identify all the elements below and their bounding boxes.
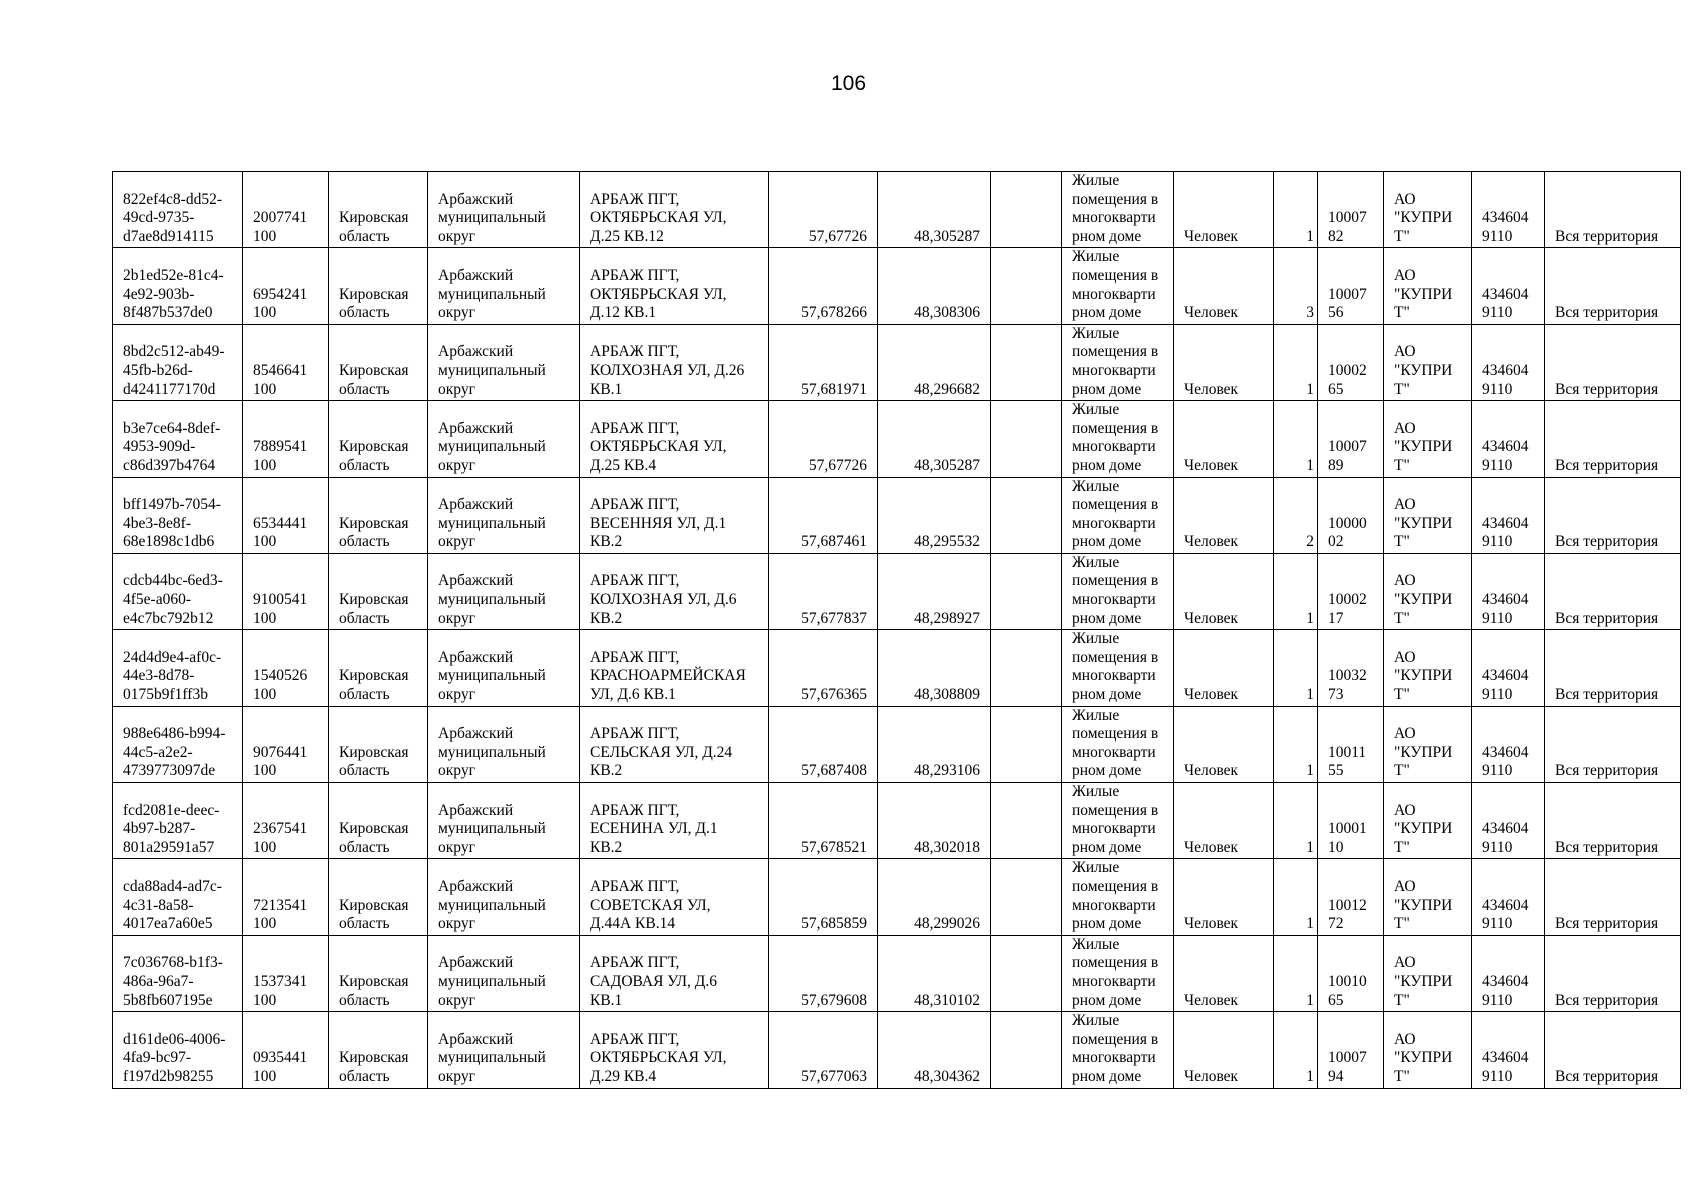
cell-id: fcd2081e-deec- 4b97-b287- 801a29591a57	[113, 783, 243, 859]
cell-district: Арбажский муниципальный округ	[428, 172, 580, 248]
cell-longitude: 48,302018	[878, 783, 991, 859]
cell-code: 7213541 100	[243, 859, 329, 935]
cell-inn: 434604 9110	[1472, 553, 1545, 629]
cell-unit: Человек	[1174, 324, 1274, 400]
cell-inn: 434604 9110	[1472, 706, 1545, 782]
cell-territory: Вся территория	[1545, 630, 1681, 706]
cell-latitude: 57,67726	[769, 172, 878, 248]
cell-number: 10012 72	[1318, 859, 1384, 935]
cell-quantity: 1	[1274, 401, 1318, 477]
cell-empty	[991, 1012, 1062, 1088]
table-row	[113, 1012, 1681, 1088]
cell-organization: АО "КУПРИ Т"	[1384, 630, 1472, 706]
cell-address: АРБАЖ ПГТ, ВЕСЕННЯЯ УЛ, Д.1 КВ.2	[580, 477, 769, 553]
cell-object-type: Жилые помещения в многокварти рном доме	[1062, 935, 1174, 1011]
cell-inn: 434604 9110	[1472, 172, 1545, 248]
cell-id: 2b1ed52e-81c4- 4e92-903b- 8f487b537de0	[113, 248, 243, 324]
cell-territory: Вся территория	[1545, 783, 1681, 859]
cell-organization: АО "КУПРИ Т"	[1384, 172, 1472, 248]
table-row	[113, 935, 1681, 1011]
cell-unit: Человек	[1174, 553, 1274, 629]
cell-id: d161de06-4006- 4fa9-bc97- f197d2b98255	[113, 1012, 243, 1088]
cell-longitude: 48,304362	[878, 1012, 991, 1088]
cell-territory: Вся территория	[1545, 935, 1681, 1011]
page-number: 106	[830, 72, 867, 95]
cell-address: АРБАЖ ПГТ, ОКТЯБРЬСКАЯ УЛ, Д.25 КВ.4	[580, 401, 769, 477]
cell-object-type: Жилые помещения в многокварти рном доме	[1062, 859, 1174, 935]
cell-empty	[991, 935, 1062, 1011]
cell-address: АРБАЖ ПГТ, КРАСНОАРМЕЙСКАЯ УЛ, Д.6 КВ.1	[580, 630, 769, 706]
cell-number: 10007 94	[1318, 1012, 1384, 1088]
cell-region: Кировская область	[329, 935, 428, 1011]
cell-empty	[991, 859, 1062, 935]
cell-territory: Вся территория	[1545, 477, 1681, 553]
cell-latitude: 57,678266	[769, 248, 878, 324]
cell-longitude: 48,310102	[878, 935, 991, 1011]
cell-latitude: 57,681971	[769, 324, 878, 400]
table-row	[113, 324, 1681, 400]
cell-region: Кировская область	[329, 477, 428, 553]
cell-address: АРБАЖ ПГТ, КОЛХОЗНАЯ УЛ, Д.26 КВ.1	[580, 324, 769, 400]
cell-quantity: 1	[1274, 935, 1318, 1011]
cell-region: Кировская область	[329, 706, 428, 782]
cell-empty	[991, 172, 1062, 248]
cell-district: Арбажский муниципальный округ	[428, 1012, 580, 1088]
cell-organization: АО "КУПРИ Т"	[1384, 401, 1472, 477]
cell-district: Арбажский муниципальный округ	[428, 401, 580, 477]
cell-id: cda88ad4-ad7c- 4c31-8a58- 4017ea7a60e5	[113, 859, 243, 935]
cell-object-type: Жилые помещения в многокварти рном доме	[1062, 630, 1174, 706]
cell-territory: Вся территория	[1545, 553, 1681, 629]
cell-region: Кировская область	[329, 859, 428, 935]
cell-region: Кировская область	[329, 401, 428, 477]
cell-address: АРБАЖ ПГТ, ЕСЕНИНА УЛ, Д.1 КВ.2	[580, 783, 769, 859]
data-table	[112, 171, 1681, 1089]
cell-empty	[991, 477, 1062, 553]
cell-number: 10010 65	[1318, 935, 1384, 1011]
cell-quantity: 1	[1274, 630, 1318, 706]
cell-territory: Вся территория	[1545, 1012, 1681, 1088]
cell-code: 2007741 100	[243, 172, 329, 248]
cell-district: Арбажский муниципальный округ	[428, 706, 580, 782]
cell-object-type: Жилые помещения в многокварти рном доме	[1062, 783, 1174, 859]
cell-latitude: 57,676365	[769, 630, 878, 706]
cell-id: 822ef4c8-dd52- 49cd-9735- d7ae8d914115	[113, 172, 243, 248]
cell-inn: 434604 9110	[1472, 783, 1545, 859]
cell-longitude: 48,305287	[878, 172, 991, 248]
cell-organization: АО "КУПРИ Т"	[1384, 248, 1472, 324]
cell-unit: Человек	[1174, 859, 1274, 935]
table-row	[113, 859, 1681, 935]
cell-quantity: 1	[1274, 324, 1318, 400]
cell-code: 6534441 100	[243, 477, 329, 553]
cell-district: Арбажский муниципальный округ	[428, 248, 580, 324]
cell-longitude: 48,299026	[878, 859, 991, 935]
cell-latitude: 57,687461	[769, 477, 878, 553]
cell-empty	[991, 248, 1062, 324]
cell-address: АРБАЖ ПГТ, СОВЕТСКАЯ УЛ, Д.44А КВ.14	[580, 859, 769, 935]
cell-organization: АО "КУПРИ Т"	[1384, 935, 1472, 1011]
cell-number: 10007 89	[1318, 401, 1384, 477]
cell-code: 6954241 100	[243, 248, 329, 324]
table-row	[113, 783, 1681, 859]
cell-district: Арбажский муниципальный округ	[428, 324, 580, 400]
cell-organization: АО "КУПРИ Т"	[1384, 324, 1472, 400]
cell-unit: Человек	[1174, 477, 1274, 553]
cell-district: Арбажский муниципальный округ	[428, 477, 580, 553]
cell-id: 8bd2c512-ab49- 45fb-b26d- d4241177170d	[113, 324, 243, 400]
cell-organization: АО "КУПРИ Т"	[1384, 477, 1472, 553]
cell-object-type: Жилые помещения в многокварти рном доме	[1062, 553, 1174, 629]
cell-inn: 434604 9110	[1472, 630, 1545, 706]
cell-territory: Вся территория	[1545, 172, 1681, 248]
cell-id: 7c036768-b1f3- 486a-96a7- 5b8fb607195e	[113, 935, 243, 1011]
cell-id: 988e6486-b994- 44c5-a2e2- 4739773097de	[113, 706, 243, 782]
cell-empty	[991, 401, 1062, 477]
cell-region: Кировская область	[329, 630, 428, 706]
table-row	[113, 706, 1681, 782]
cell-latitude: 57,67726	[769, 401, 878, 477]
cell-district: Арбажский муниципальный округ	[428, 553, 580, 629]
cell-object-type: Жилые помещения в многокварти рном доме	[1062, 1012, 1174, 1088]
cell-unit: Человек	[1174, 630, 1274, 706]
cell-inn: 434604 9110	[1472, 324, 1545, 400]
cell-region: Кировская область	[329, 324, 428, 400]
cell-id: b3e7ce64-8def- 4953-909d- c86d397b4764	[113, 401, 243, 477]
cell-region: Кировская область	[329, 248, 428, 324]
cell-latitude: 57,685859	[769, 859, 878, 935]
cell-region: Кировская область	[329, 783, 428, 859]
cell-number: 10007 56	[1318, 248, 1384, 324]
table-row	[113, 172, 1681, 248]
table-row	[113, 248, 1681, 324]
cell-number: 10007 82	[1318, 172, 1384, 248]
cell-district: Арбажский муниципальный округ	[428, 859, 580, 935]
cell-empty	[991, 630, 1062, 706]
cell-quantity: 3	[1274, 248, 1318, 324]
cell-region: Кировская область	[329, 172, 428, 248]
cell-inn: 434604 9110	[1472, 401, 1545, 477]
cell-unit: Человек	[1174, 172, 1274, 248]
cell-code: 7889541 100	[243, 401, 329, 477]
cell-organization: АО "КУПРИ Т"	[1384, 859, 1472, 935]
cell-id: cdcb44bc-6ed3- 4f5e-a060- e4c7bc792b12	[113, 553, 243, 629]
cell-longitude: 48,305287	[878, 401, 991, 477]
table-row	[113, 401, 1681, 477]
cell-longitude: 48,296682	[878, 324, 991, 400]
cell-longitude: 48,308306	[878, 248, 991, 324]
cell-territory: Вся территория	[1545, 401, 1681, 477]
cell-latitude: 57,677837	[769, 553, 878, 629]
cell-latitude: 57,677063	[769, 1012, 878, 1088]
cell-quantity: 1	[1274, 706, 1318, 782]
cell-address: АРБАЖ ПГТ, ОКТЯБРЬСКАЯ УЛ, Д.29 КВ.4	[580, 1012, 769, 1088]
cell-code: 1537341 100	[243, 935, 329, 1011]
cell-object-type: Жилые помещения в многокварти рном доме	[1062, 401, 1174, 477]
cell-address: АРБАЖ ПГТ, ОКТЯБРЬСКАЯ УЛ, Д.25 КВ.12	[580, 172, 769, 248]
cell-unit: Человек	[1174, 401, 1274, 477]
cell-id: bff1497b-7054- 4be3-8e8f- 68e1898c1db6	[113, 477, 243, 553]
cell-object-type: Жилые помещения в многокварти рном доме	[1062, 477, 1174, 553]
cell-address: АРБАЖ ПГТ, КОЛХОЗНАЯ УЛ, Д.6 КВ.2	[580, 553, 769, 629]
cell-quantity: 1	[1274, 553, 1318, 629]
table-row	[113, 553, 1681, 629]
cell-object-type: Жилые помещения в многокварти рном доме	[1062, 324, 1174, 400]
cell-address: АРБАЖ ПГТ, СЕЛЬСКАЯ УЛ, Д.24 КВ.2	[580, 706, 769, 782]
cell-empty	[991, 324, 1062, 400]
cell-latitude: 57,679608	[769, 935, 878, 1011]
cell-code: 2367541 100	[243, 783, 329, 859]
cell-longitude: 48,308809	[878, 630, 991, 706]
cell-quantity: 1	[1274, 172, 1318, 248]
cell-code: 8546641 100	[243, 324, 329, 400]
cell-organization: АО "КУПРИ Т"	[1384, 706, 1472, 782]
cell-unit: Человек	[1174, 706, 1274, 782]
cell-object-type: Жилые помещения в многокварти рном доме	[1062, 248, 1174, 324]
cell-id: 24d4d9e4-af0c- 44e3-8d78- 0175b9f1ff3b	[113, 630, 243, 706]
cell-inn: 434604 9110	[1472, 859, 1545, 935]
cell-number: 10032 73	[1318, 630, 1384, 706]
cell-quantity: 1	[1274, 783, 1318, 859]
cell-inn: 434604 9110	[1472, 1012, 1545, 1088]
cell-number: 10002 65	[1318, 324, 1384, 400]
cell-quantity: 1	[1274, 1012, 1318, 1088]
cell-latitude: 57,678521	[769, 783, 878, 859]
table-row	[113, 630, 1681, 706]
cell-code: 9076441 100	[243, 706, 329, 782]
cell-organization: АО "КУПРИ Т"	[1384, 553, 1472, 629]
cell-territory: Вся территория	[1545, 706, 1681, 782]
cell-region: Кировская область	[329, 1012, 428, 1088]
table-row	[113, 477, 1681, 553]
cell-address: АРБАЖ ПГТ, САДОВАЯ УЛ, Д.6 КВ.1	[580, 935, 769, 1011]
cell-code: 0935441 100	[243, 1012, 329, 1088]
cell-number: 10011 55	[1318, 706, 1384, 782]
cell-number: 10001 10	[1318, 783, 1384, 859]
cell-number: 10002 17	[1318, 553, 1384, 629]
cell-organization: АО "КУПРИ Т"	[1384, 783, 1472, 859]
cell-district: Арбажский муниципальный округ	[428, 783, 580, 859]
cell-unit: Человек	[1174, 783, 1274, 859]
cell-longitude: 48,295532	[878, 477, 991, 553]
table-body	[113, 172, 1681, 1089]
cell-inn: 434604 9110	[1472, 477, 1545, 553]
cell-empty	[991, 706, 1062, 782]
cell-unit: Человек	[1174, 935, 1274, 1011]
cell-number: 10000 02	[1318, 477, 1384, 553]
cell-latitude: 57,687408	[769, 706, 878, 782]
cell-unit: Человек	[1174, 248, 1274, 324]
cell-object-type: Жилые помещения в многокварти рном доме	[1062, 706, 1174, 782]
cell-address: АРБАЖ ПГТ, ОКТЯБРЬСКАЯ УЛ, Д.12 КВ.1	[580, 248, 769, 324]
cell-longitude: 48,298927	[878, 553, 991, 629]
cell-territory: Вся территория	[1545, 859, 1681, 935]
cell-inn: 434604 9110	[1472, 935, 1545, 1011]
cell-territory: Вся территория	[1545, 248, 1681, 324]
cell-empty	[991, 553, 1062, 629]
cell-region: Кировская область	[329, 553, 428, 629]
cell-district: Арбажский муниципальный округ	[428, 630, 580, 706]
cell-code: 1540526 100	[243, 630, 329, 706]
cell-code: 9100541 100	[243, 553, 329, 629]
cell-empty	[991, 783, 1062, 859]
cell-object-type: Жилые помещения в многокварти рном доме	[1062, 172, 1174, 248]
cell-longitude: 48,293106	[878, 706, 991, 782]
cell-unit: Человек	[1174, 1012, 1274, 1088]
cell-organization: АО "КУПРИ Т"	[1384, 1012, 1472, 1088]
cell-quantity: 2	[1274, 477, 1318, 553]
cell-district: Арбажский муниципальный округ	[428, 935, 580, 1011]
cell-quantity: 1	[1274, 859, 1318, 935]
cell-territory: Вся территория	[1545, 324, 1681, 400]
cell-inn: 434604 9110	[1472, 248, 1545, 324]
